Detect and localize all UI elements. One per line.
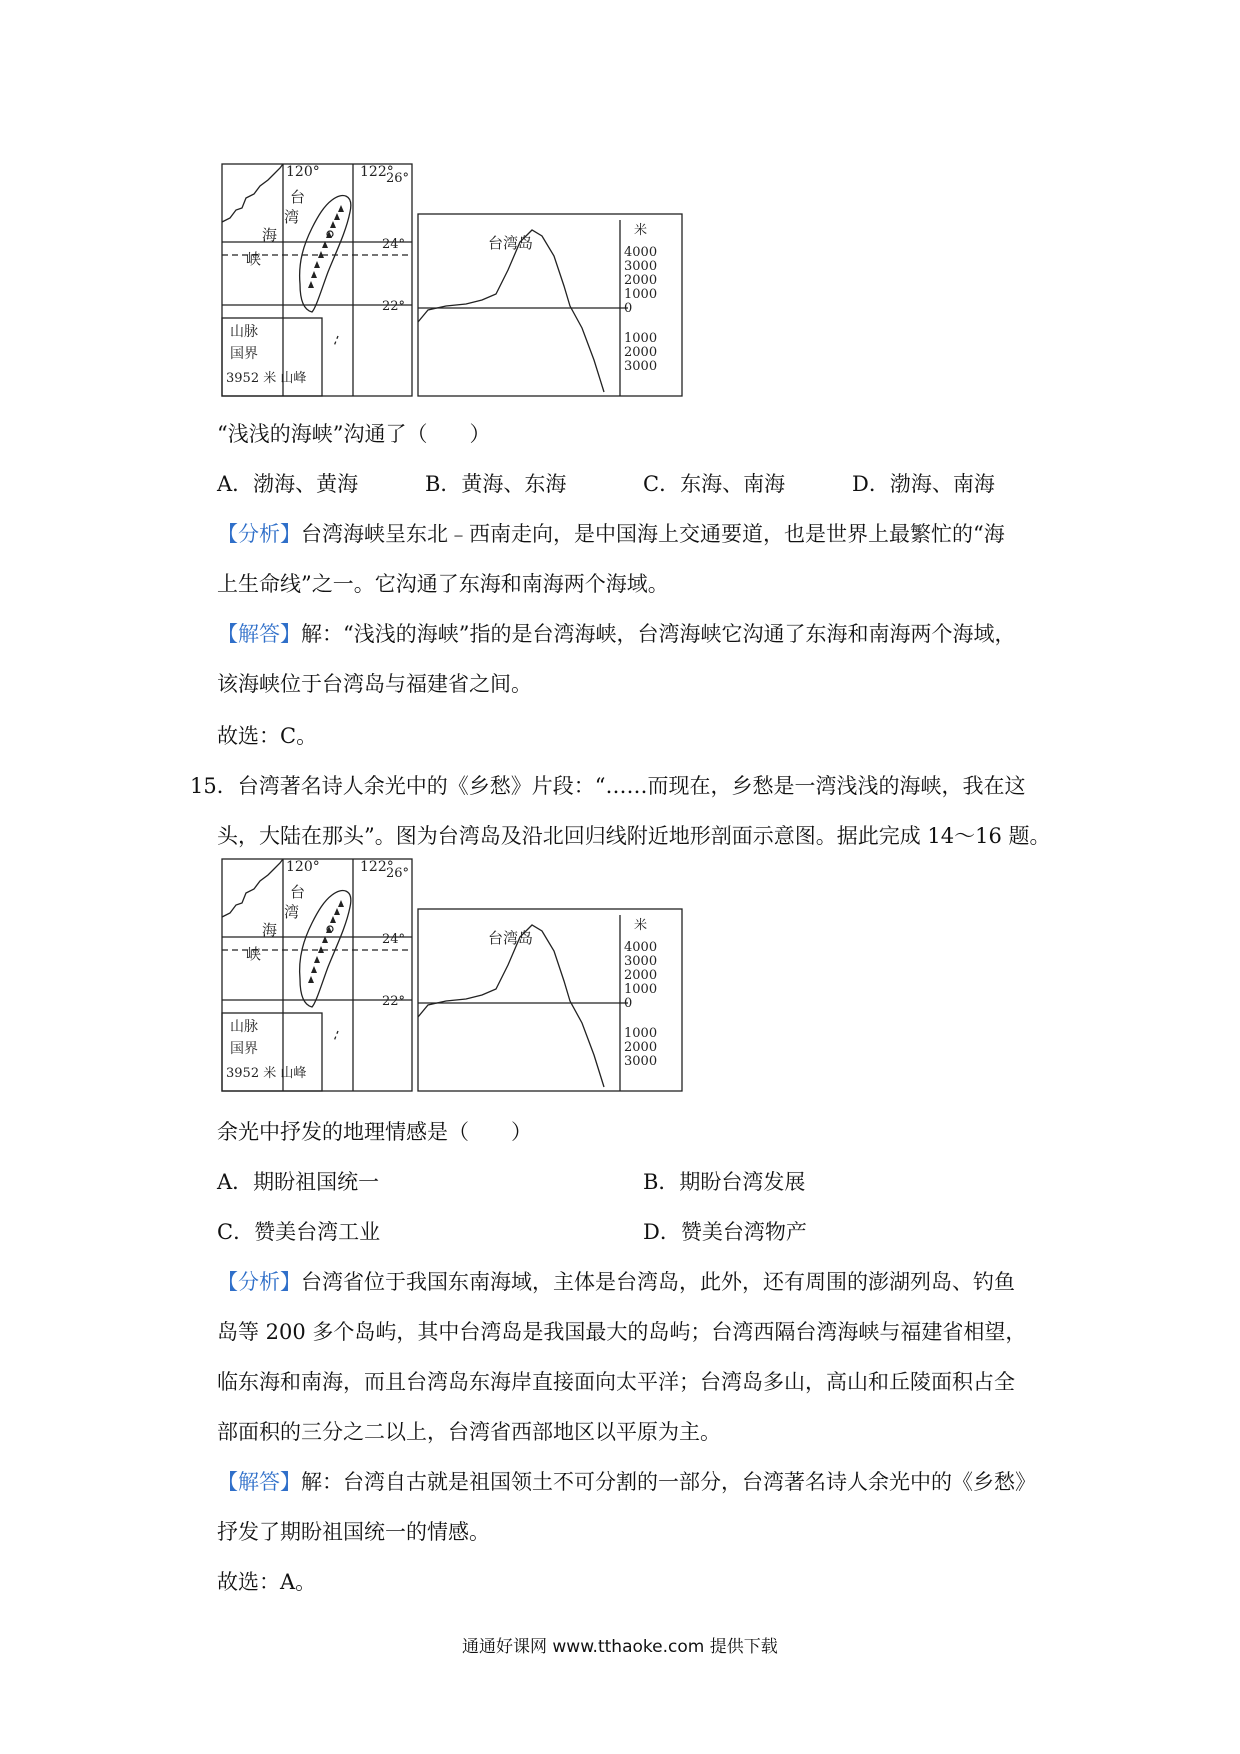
svg-text:26°: 26° <box>386 866 410 881</box>
svg-text:海: 海 <box>262 226 278 244</box>
q15-analysis-line-4: 部面积的三分之二以上，台湾省西部地区以平原为主。 <box>217 1420 721 1444</box>
svg-text:台: 台 <box>290 883 306 901</box>
q15-answer-line-2: 抒发了期盼祖国统一的情感。 <box>217 1520 490 1544</box>
svg-text:峡: 峡 <box>246 250 262 268</box>
q14-option-b: B．黄海、东海 <box>425 472 567 496</box>
svg-text:台湾岛: 台湾岛 <box>488 929 534 947</box>
svg-text:湾: 湾 <box>284 208 300 226</box>
q15-option-b: B．期盼台湾发展 <box>643 1170 806 1194</box>
q14-answer-text-1: 解：“浅浅的海峡”指的是台湾海峡，台湾海峡它沟通了东海和南海两个海域， <box>301 622 1016 646</box>
answer-tag: 【解答】 <box>217 1470 301 1494</box>
svg-text:4000: 4000 <box>624 940 658 955</box>
svg-text:3000: 3000 <box>624 259 658 274</box>
svg-text:122°: 122° <box>360 859 394 875</box>
q14-analysis-line-2: 上生命线”之一。它沟通了东海和南海两个海域。 <box>217 572 669 596</box>
svg-text:1000: 1000 <box>624 287 658 302</box>
analysis-tag: 【分析】 <box>217 522 301 546</box>
taiwan-island-outline <box>300 196 351 312</box>
svg-text:海: 海 <box>262 921 278 939</box>
svg-text:3952 米 山峰: 3952 米 山峰 <box>226 371 307 386</box>
svg-text:3000: 3000 <box>624 359 658 374</box>
q15-answer-text-1: 解：台湾自古就是祖国领土不可分割的一部分，台湾著名诗人余光中的《乡愁》 <box>301 1470 1036 1494</box>
q14-answer-line-1 <box>217 620 1015 648</box>
q15-stem-line-1: 15．台湾著名诗人余光中的《乡愁》片段：“……而现在，乡愁是一湾浅浅的海峡，我在这 <box>190 774 1026 798</box>
svg-text:米: 米 <box>634 223 648 238</box>
map-figure-2 <box>220 855 740 1095</box>
svg-text:1000: 1000 <box>624 331 658 346</box>
q15-option-c: C．赞美台湾工业 <box>217 1220 381 1244</box>
svg-text:122°: 122° <box>360 164 394 180</box>
q15-choice: 故选：A。 <box>217 1570 317 1594</box>
svg-text:22°: 22° <box>382 994 406 1009</box>
svg-text:3000: 3000 <box>624 1054 658 1069</box>
footer-credit: 通通好课网 www.tthaoke.com 提供下载 <box>462 1637 778 1657</box>
q15-option-d: D．赞美台湾物产 <box>643 1220 807 1244</box>
svg-text:24°: 24° <box>382 932 406 947</box>
svg-text:台湾岛: 台湾岛 <box>488 234 534 252</box>
map-figure-1 <box>220 160 740 400</box>
svg-text:山脉: 山脉 <box>230 1019 258 1035</box>
q15-stem-line-2: 头，大陆在那头”。图为台湾岛及沿北回归线附近地形剖面示意图。据此完成 14～16 题。 <box>217 824 1051 848</box>
svg-text:国界: 国界 <box>230 1041 258 1057</box>
q15-option-a: A．期盼祖国统一 <box>217 1170 380 1194</box>
q14-analysis-text-1: 台湾海峡呈东北﹣西南走向，是中国海上交通要道，也是世界上最繁忙的“海 <box>301 522 1005 546</box>
q15-analysis-line-2: 岛等 200 多个岛屿，其中台湾岛是我国最大的岛屿；台湾西隔台湾海峡与福建省相望， <box>217 1320 1027 1344</box>
svg-text:26°: 26° <box>386 171 410 186</box>
svg-text:4000: 4000 <box>624 245 658 260</box>
svg-text:峡: 峡 <box>246 945 262 963</box>
q15-analysis-text-1: 台湾省位于我国东南海域，主体是台湾岛，此外，还有周围的澎湖列岛、钓鱼 <box>301 1270 1015 1294</box>
svg-text:1000: 1000 <box>624 1026 658 1041</box>
analysis-tag: 【分析】 <box>217 1270 301 1294</box>
svg-text:24°: 24° <box>382 237 406 252</box>
taiwan-island-outline <box>300 891 351 1007</box>
svg-text:2000: 2000 <box>624 968 658 983</box>
q15-analysis-line-1 <box>217 1268 1015 1296</box>
q15-answer-line-1 <box>217 1468 1036 1496</box>
svg-text:0: 0 <box>624 301 633 316</box>
svg-text:120°: 120° <box>286 164 320 180</box>
svg-text:120°: 120° <box>286 859 320 875</box>
svg-text:22°: 22° <box>382 299 406 314</box>
q14-option-c: C．东海、南海 <box>643 472 786 496</box>
svg-text:国界: 国界 <box>230 346 258 362</box>
svg-text:2000: 2000 <box>624 273 658 288</box>
q14-stem: “浅浅的海峡”沟通了（ ） <box>217 422 491 446</box>
profile-curve <box>418 925 604 1087</box>
q15-analysis-line-3: 临东海和南海，而且台湾岛东海岸直接面向太平洋；台湾岛多山，高山和丘陵面积占全 <box>217 1370 1015 1394</box>
q14-answer-line-2: 该海峡位于台湾岛与福建省之间。 <box>217 672 532 696</box>
svg-text:台: 台 <box>290 188 306 206</box>
svg-text:2000: 2000 <box>624 345 658 360</box>
q14-option-a: A．渤海、黄海 <box>217 472 359 496</box>
answer-tag: 【解答】 <box>217 622 301 646</box>
svg-text:山脉: 山脉 <box>230 324 258 340</box>
svg-text:3000: 3000 <box>624 954 658 969</box>
profile-curve <box>418 230 604 392</box>
svg-text:湾: 湾 <box>284 903 300 921</box>
svg-text:2000: 2000 <box>624 1040 658 1055</box>
q14-choice: 故选：C。 <box>217 724 318 748</box>
svg-text:米: 米 <box>634 918 648 933</box>
q15-question: 余光中抒发的地理情感是（ ） <box>217 1120 532 1144</box>
svg-text:3952 米 山峰: 3952 米 山峰 <box>226 1066 307 1081</box>
svg-text:1000: 1000 <box>624 982 658 997</box>
q14-option-d: D．渤海、南海 <box>852 472 995 496</box>
svg-text:0: 0 <box>624 996 633 1011</box>
q14-analysis-line-1 <box>217 520 1005 548</box>
